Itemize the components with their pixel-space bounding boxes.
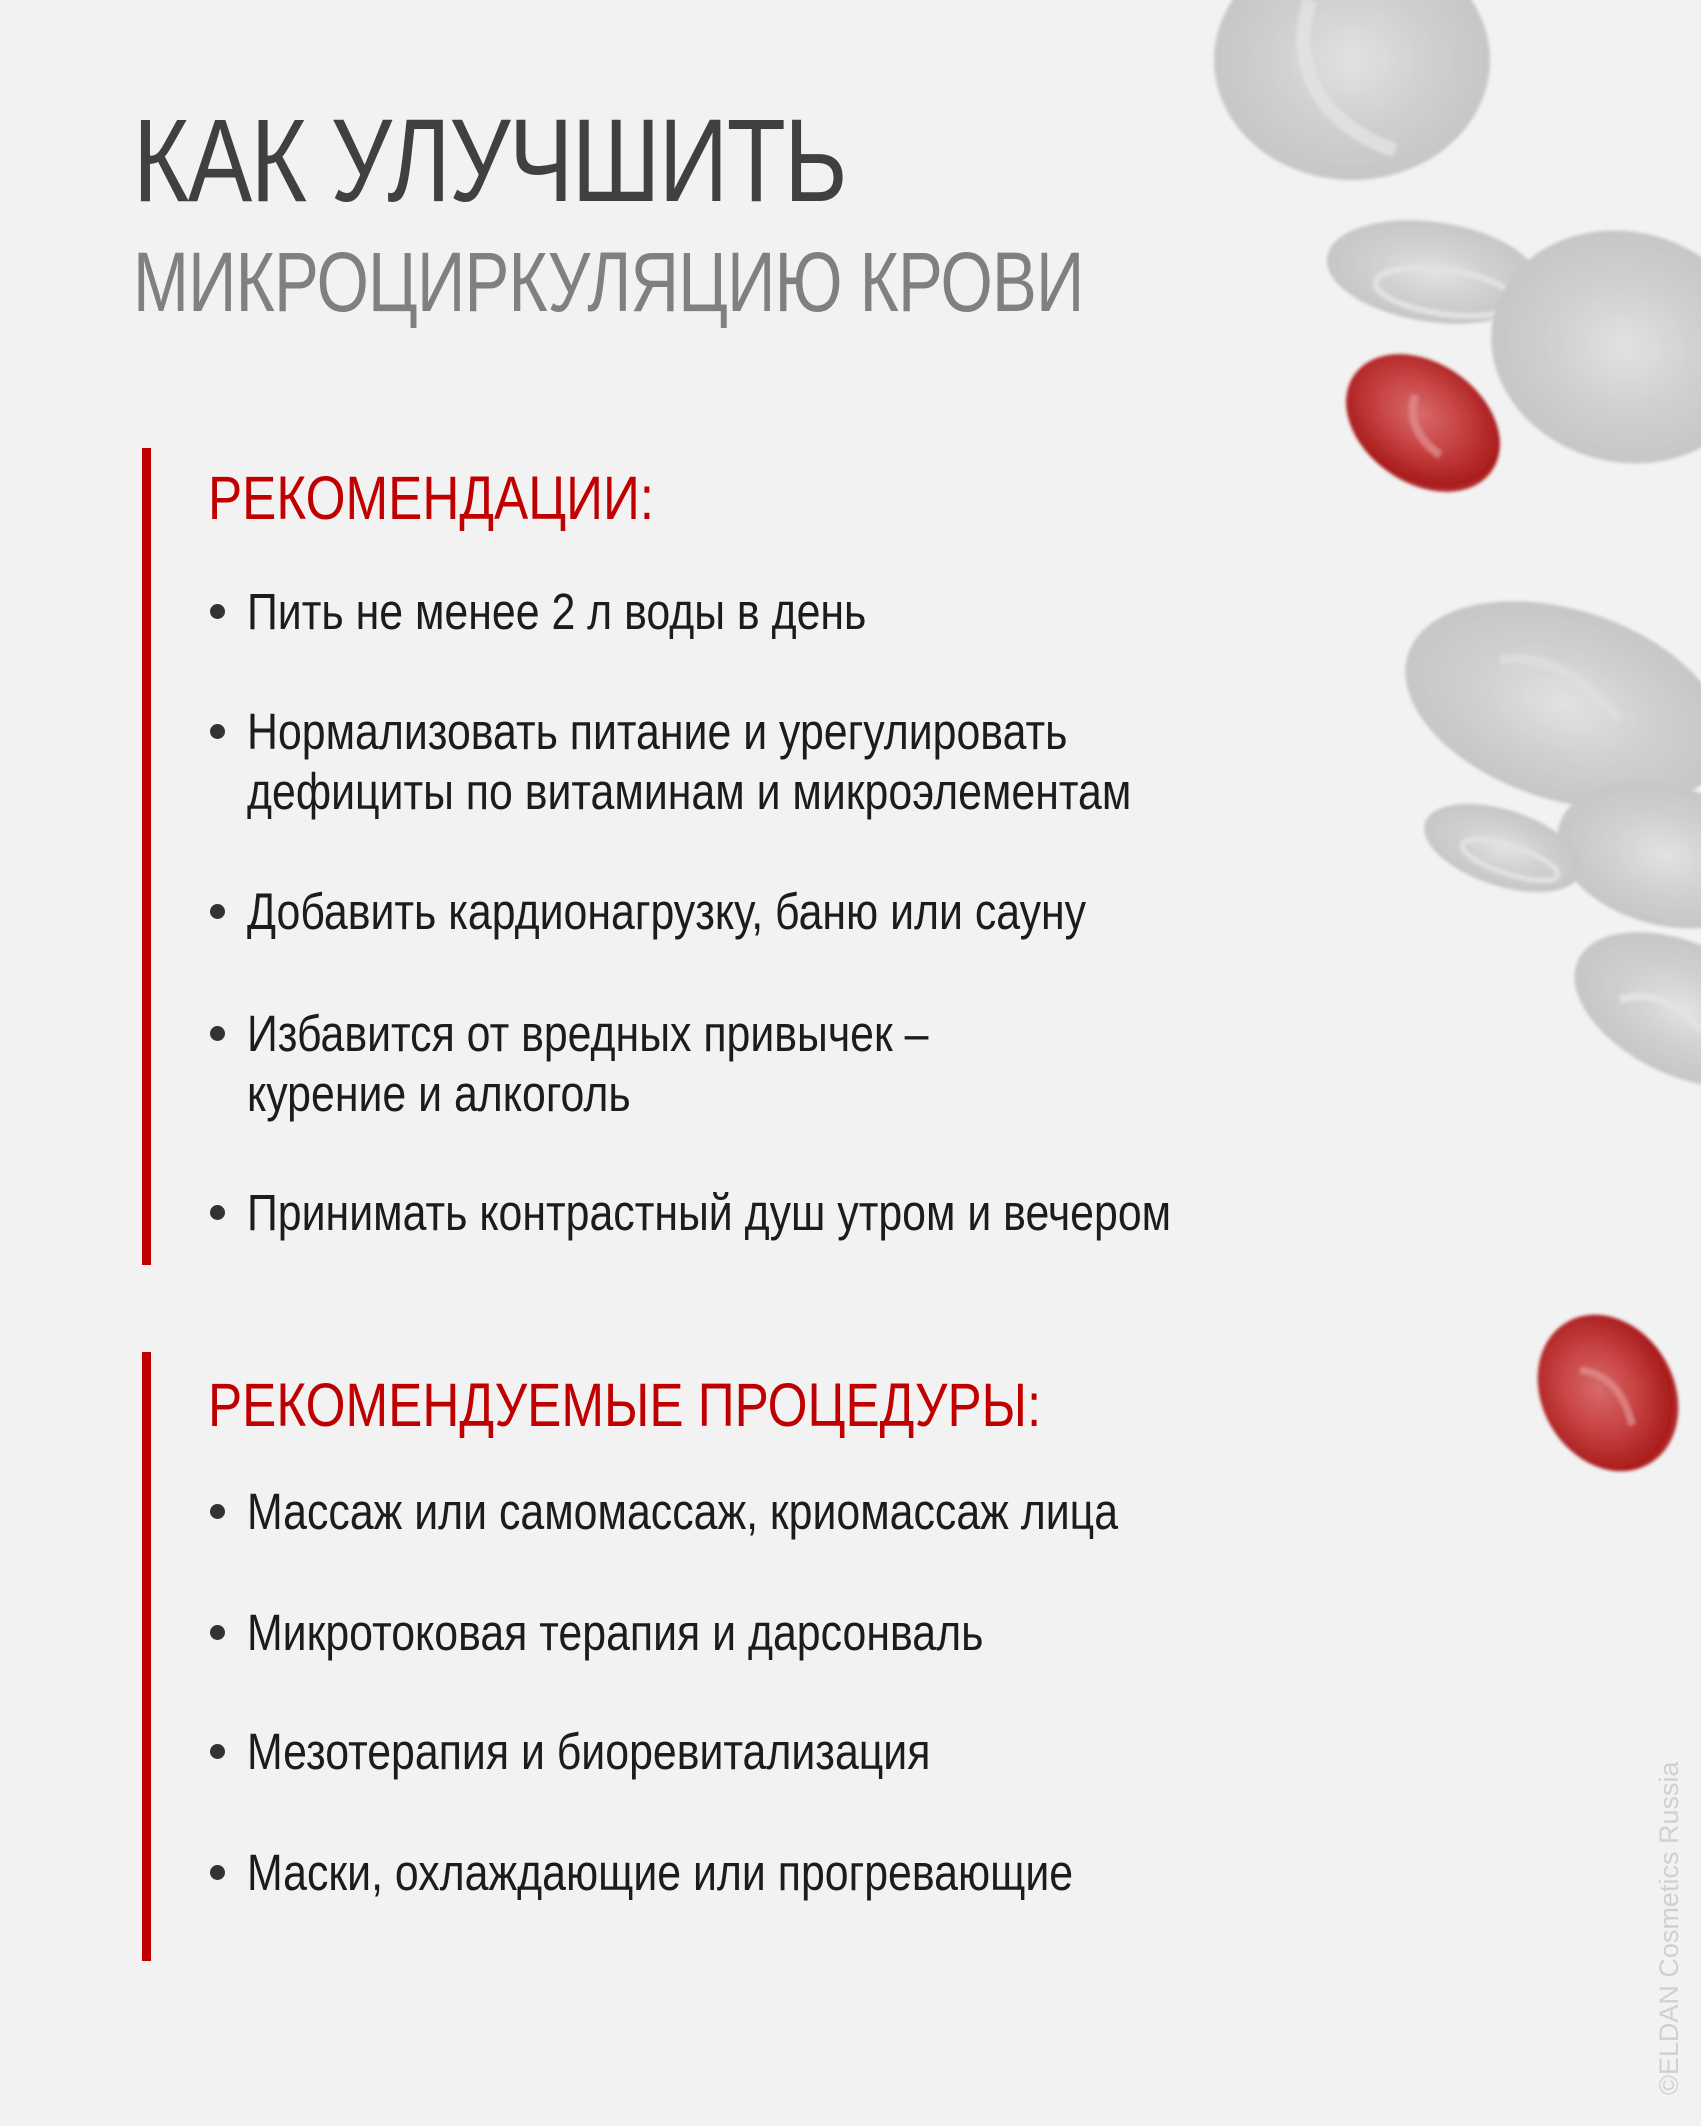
blood-cell-gray-icon [1214, 0, 1490, 180]
list-item: Добавить кардионагрузку, баню или сауну [208, 882, 1246, 942]
copyright-watermark: ©ELDAN Cosmetics Russia [1654, 1761, 1684, 2095]
section-accent-bar [142, 448, 151, 1265]
bullet-icon [210, 1744, 225, 1759]
list-item: Микротоковая терапия и дарсонваль [208, 1603, 1124, 1663]
bullet-icon [210, 904, 225, 919]
blood-cell-gray-icon [1550, 900, 1701, 1119]
bullet-icon [210, 1504, 225, 1519]
bullet-icon [210, 1026, 225, 1041]
section-accent-bar [142, 1352, 151, 1961]
blood-cell-gray-icon [1379, 564, 1701, 847]
blood-cell-gray-icon [1541, 759, 1701, 951]
list-item: Принимать контрастный душ утром и вечером [208, 1183, 1347, 1243]
blood-cell-gray-icon [1413, 787, 1592, 910]
bullet-icon [210, 1625, 225, 1640]
blood-cell-gray-icon [1465, 201, 1701, 493]
bullet-icon [210, 604, 225, 619]
page-title: КАК УЛУЧШИТЬ [133, 95, 847, 227]
list-item: Маски, охлаждающие или прогревающие [208, 1843, 1230, 1903]
list-item: Нормализовать питание и урегулировать дефициты по витаминам и микроэлементам [208, 702, 1300, 822]
page-subtitle: МИКРОЦИРКУЛЯЦИЮ КРОВИ [133, 235, 1084, 329]
bullet-icon [210, 724, 225, 739]
list-item: Пить не менее 2 л воды в день [208, 582, 984, 642]
bullet-icon [210, 1865, 225, 1880]
blood-cell-gray-icon [1320, 208, 1546, 337]
blood-cell-red-icon [1320, 326, 1526, 521]
section-heading-recommendations: РЕКОМЕНДАЦИИ: [208, 464, 655, 532]
list-item: Мезотерапия и биоревитализация [208, 1722, 1061, 1782]
list-item: Массаж или самомассаж, криомассаж лица [208, 1482, 1284, 1542]
section-heading-procedures: РЕКОМЕНДУЕМЫЕ ПРОЦЕДУРЫ: [208, 1371, 1042, 1439]
bullet-icon [210, 1205, 225, 1220]
list-item: Избавится от вредных привычек – курение и алкоголь [208, 1004, 1058, 1124]
blood-cell-red-icon [1510, 1289, 1701, 1497]
